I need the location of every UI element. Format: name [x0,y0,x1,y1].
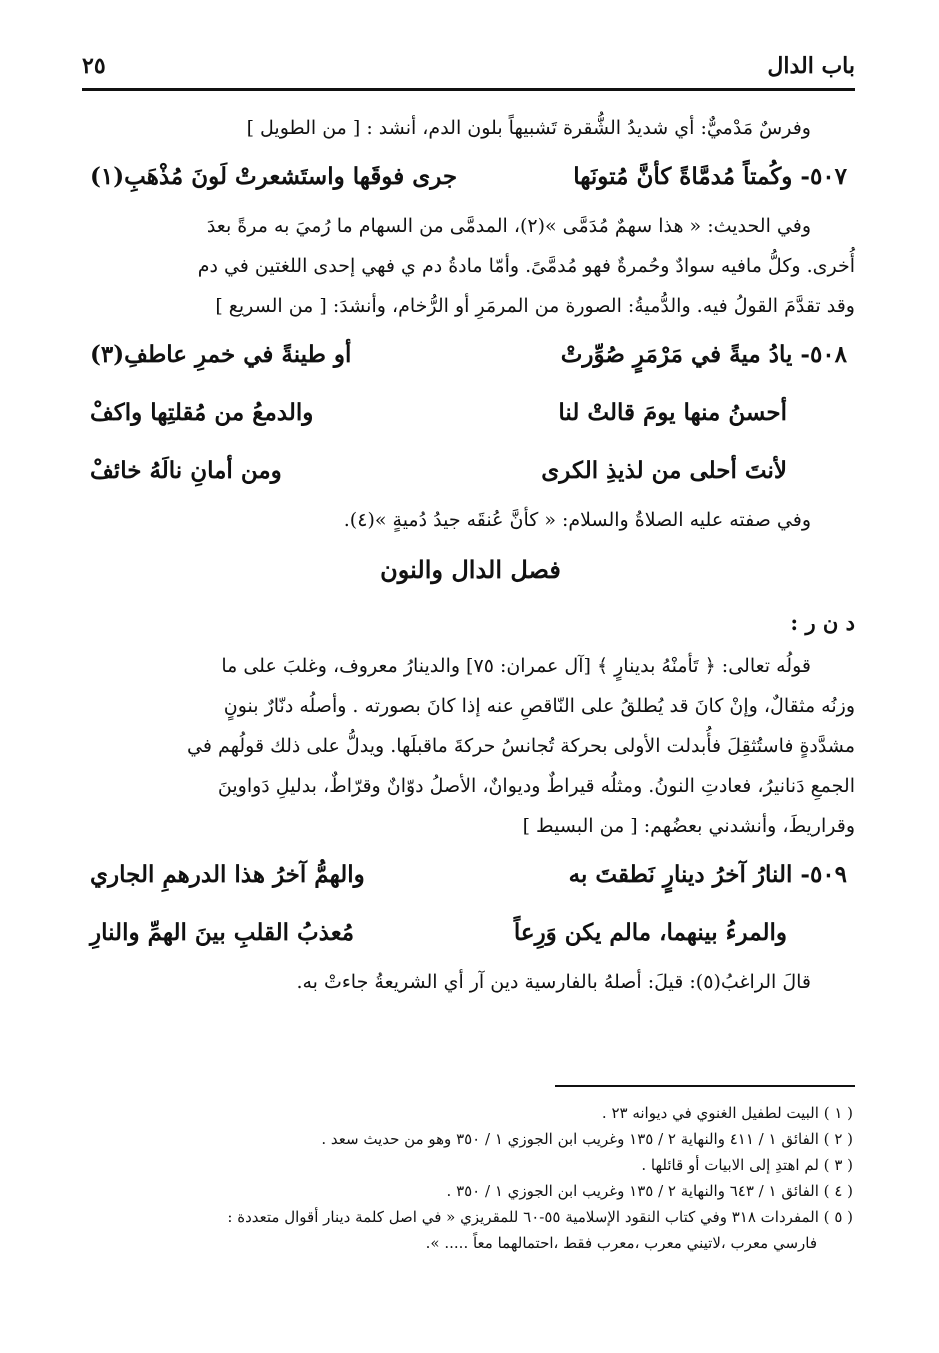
verse-507 [86,148,855,206]
verse-509-hemistich-2: والهمُّ آخرُ هذا الدرهمِ الجاري [90,861,365,888]
footnote-rule [555,1085,855,1087]
paragraph-3: وفي صفته عليه الصلاةُ والسلام: « كأنَّ عُنقَه جيدُ دُميةٍ »(٤). [343,509,811,531]
verse-507-hemistich-2: جرى فوقَها واستَشعرتْ لَونَ مُذْهَبِ(١) [90,163,458,190]
running-head [82,46,855,86]
footnote-4: ( ٤ ) الفائق ١ / ٦٤٣ والنهاية ٢ / ١٣٥ وغريب ابن الجوزي ١ / ٣٥٠ . [446,1182,853,1200]
footnote-5-continuation: فارسي معرب ،لاتيني معرب ،معرب فقط ،احتمالهما معاً ..... ». [425,1234,817,1252]
verse-508-line-3 [86,442,855,500]
paragraph-2-line: وقد تقدَّمَ القولُ فيه. والدُّميةُ: الصورة من المرمَرِ أو الرُّخام، وأنشدَ: [ من السريع ] [215,295,855,317]
page-number: ٢٥ [82,53,106,79]
verse-508-line-2 [86,384,855,442]
verse-508-hemistich-1: ٥٠٨- يادُ ميةً في مَرْمَرٍ صُوِّرتْ [560,341,847,368]
paragraph-2-line: وفي الحديث: « هذا سهمٌ مُدَمَّى »(٢)، المدمَّى من السهام ما رُميَ به مرةً بعدَ [206,215,811,237]
footnotes [86,1100,853,1256]
verse-508-line-1 [86,326,855,384]
header-rule [82,88,855,91]
chapter-title: باب الدال [767,53,855,79]
footnote-5: ( ٥ ) المفردات ٣١٨ وفي كتاب النقود الإسلامية ٥٥-٦٠ للمقريزي « في اصل كلمة دينار أقوال متعددة : [227,1208,853,1226]
verse-508-hemistich-2: والدمعُ من مُقلتِها واكفْ [90,399,314,426]
footnote-2: ( ٢ ) الفائق ١ / ٤١١ والنهاية ٢ / ١٣٥ وغريب ابن الجوزي ١ / ٣٥٠ وهو من حديث سعد . [321,1130,853,1148]
verse-508-hemistich-1: لأنتَ أحلى من لذيذِ الكرى [541,457,787,484]
footnote-3: ( ٣ ) لم اهتدِ إلى الابيات أو قائلها . [641,1156,853,1174]
paragraph-2 [86,206,855,326]
paragraph-5: قالَ الراغبُ(٥): قيلَ: أصلهُ بالفارسية دين آر أي الشريعةُ جاءتْ به. [296,971,811,993]
paragraph-4-line: مشدَّدةٍ فاستُثقِلَ فأُبدلت الأولى بحركة تُجانسُ حركةَ ماقبلَها. ويدلُّ على ذلك قولُهم في [187,735,855,757]
paragraph-4-line: وقراريطَ، وأنشدني بعضُهم: [ من البسيط ] [522,815,855,837]
paragraph-4-line: الجمعِ دَنانيرُ، فعادتِ النونُ. ومثلُه قيراطٌ وديوانٌ، الأصلُ دوّانٌ وقرّاطٌ، بدليلِ دَواوينَ [217,775,855,797]
paragraph-4-line: قولُه تعالى: ﴿ تَأمنْهُ بدينارٍ ﴾ [آل عمران: ٧٥] والدينارُ معروف، وغلبَ على ما [221,655,811,677]
verse-508-hemistich-2: ومن أمانِ نالَهُ خائفْ [90,457,282,484]
footnote-1: ( ١ ) البيت لطفيل الغنوي في ديوانه ٢٣ . [601,1104,853,1122]
verse-509-hemistich-1: والمرءُ بينهما، مالم يكن وَرِعاً [513,919,787,946]
paragraph-4-line: وزنُه مثقالٌ، وإنْ كانَ قد يُطلقُ على النّاقصِ عنه إذا كانَ بصورته . وأصلُه دنّارٌ بنونٍ [223,695,855,717]
verse-509-line-1 [86,846,855,904]
section-title: فصل الدال والنون [380,555,561,584]
paragraph-1: وفرسٌ مَدْميٌّ: أي شديدُ الشُّقرة تَشبيهاً بلون الدم، أنشد : [ من الطويل ] [246,117,811,139]
verse-508-hemistich-1: أحسنُ منها يومَ قالتْ لنا [558,399,787,426]
main-text [86,108,855,1002]
paragraph-2-line: أُخرى. وكلُّ مافيه سوادٌ وحُمرةٌ فهو مُدمَّىً. وأمّا مادةُ دم ي فهي إحدى اللغتين في دم [197,255,855,277]
verse-509-hemistich-2: مُعذبُ القلبِ بينَ الهمِّ والنارِ [90,919,355,946]
verse-508-hemistich-2: أو طينةً في خمرِ عاطفِ(٣) [90,341,352,368]
verse-507-hemistich-1: ٥٠٧- وكُمتاً مُدمَّاةً كأنَّ مُتونَها [573,163,847,190]
verse-509-hemistich-1: ٥٠٩- النارُ آخرُ دينارٍ نَطقتَ به [568,861,847,888]
paragraph-4 [86,646,855,846]
verse-509-line-2 [86,904,855,962]
entry-heading: د ن ر : [790,610,855,635]
